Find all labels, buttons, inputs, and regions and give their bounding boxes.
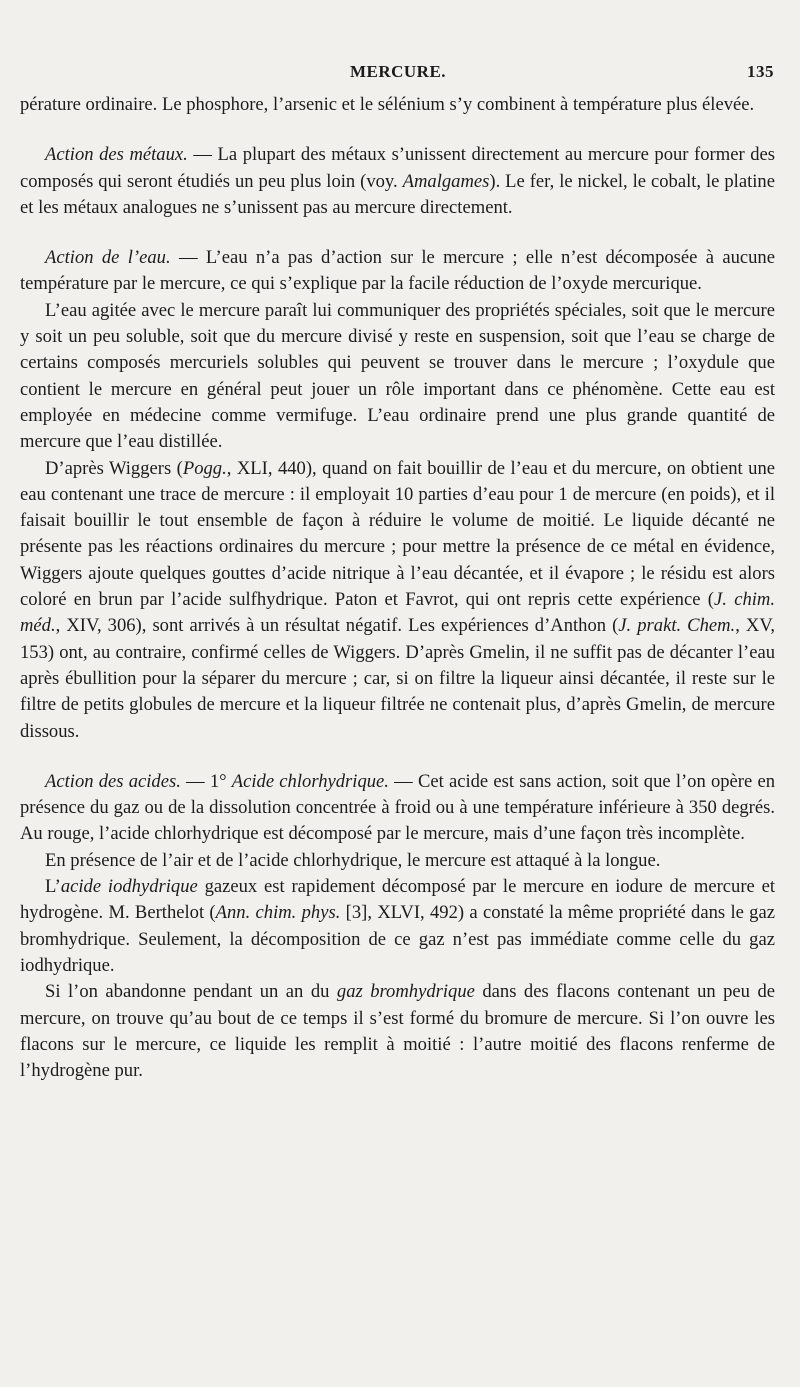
page-body	[20, 92, 775, 1084]
paragraph-iodhydric: L’acide iodhydrique gazeux est rapidement décomposé par le mercure en iodure de mercure et hydrogène. M. Berthelot (Ann. chim. phys. [3], XLVI, 492) a constaté la même propriété dans le gaz bromhydrique. Seulement, la décomposition de ce gaz n’est pas immédiate comme celle du gaz iodhydrique.	[20, 876, 775, 976]
paragraph-acids: Action des acides. — 1° Acide chlorhydrique. — Cet acide est sans action, soit que l’on opère en présence du gaz ou de la dissolution concentrée à froid ou à une température inférieure à 350 degrés. Au rouge, l’acide chlorhydrique est décomposé par le mercure, mais d’une façon très incomplète.	[20, 770, 775, 845]
running-title: MERCURE.	[349, 62, 447, 81]
paragraph-air-acid: En présence de l’air et de l’acide chlorhydrique, le mercure est attaqué à la longue.	[45, 849, 661, 871]
section-heading-acids: Action des acides.	[45, 770, 181, 792]
paragraph-bromhydric: Si l’on abandonne pendant un an du gaz bromhydrique dans des flacons contenant un peu de mercure, on trouve qu’au bout de ce temps il s’est formé du bromure de mercure. Si l’on ouvre les flacons sur le mercure, ce liquide les remplit à moitié : l’autre moitié des flacons renferme de l’hydrogène pur.	[20, 981, 776, 1082]
page-number: 135	[747, 62, 774, 81]
paragraph-water: Action de l’eau. — L’eau n’a pas d’action sur le mercure ; elle n’est décomposée à aucune température par le mercure, ce qui s’explique par la facile réduction de l’oxyde mercurique.	[20, 247, 775, 295]
section-heading-water: Action de l’eau.	[45, 247, 171, 269]
running-header	[22, 62, 774, 86]
paragraph-wiggers: D’après Wiggers (Pogg., XLI, 440), quand on fait bouillir de l’eau et du mercure, on obtient une eau contenant une trace de mercure : il employait 10 parties d’eau pour 1 de mercure (en poids), et il faisait bouillir le tout ensemble de façon à réduire le volume de moitié. Le liquide décanté ne présente pas les réactions ordinaires du mercure ; pour mettre la présence de ce métal en évidence, Wiggers ajoute quelques gouttes d’acide nitrique à l’eau décantée, et il évapore ; le résidu est alors coloré en brun par l’acide sulfhydrique. Paton et Favrot, qui ont repris cette expérience (J. chim. méd., XIV, 306), sont arrivés à un résultat négatif. Les expériences d’Anthon (J. prakt. Chem., XV, 153) ont, au contraire, confirmé celles de Wiggers. D’après Gmelin, il ne suffit pas de décanter l’eau après ébullition pour la séparer du mercure ; car, si on filtre la liqueur ainsi décantée, il reste sur le filtre de petits globules de mercure et la liqueur filtrée ne contenait plus, d’après Gmelin, de mercure dissous.	[20, 457, 775, 742]
paragraph-agitated-water: L’eau agitée avec le mercure paraît lui communiquer des propriétés spéciales, soit que le mercure y soit un peu soluble, soit que du mercure divisé y reste en suspension, soit que l’eau se charge de certains composés mercuriels solubles qui peuvent se trouver dans le mercure ; l’oxydule que contient le mercure en général peut jouer un rôle important dans ce phénomène. Cette eau est employée en médecine comme vermifuge. L’eau ordinaire prend une plus grande quantité de mercure que l’eau distillée.	[20, 299, 775, 453]
section-heading-metals: Action des métaux.	[45, 144, 188, 166]
paragraph-continuation: pérature ordinaire. Le phosphore, l’arsenic et le sélénium s’y combinent à température plus élevée.	[20, 94, 755, 115]
paragraph-metals: Action des métaux. — La plupart des métaux s’unissent directement au mercure pour former des composés qui seront étudiés un peu plus loin (voy. Amalgames). Le fer, le nickel, le cobalt, le platine et les métaux analogues ne s’unissent pas au mercure directement.	[20, 144, 775, 218]
